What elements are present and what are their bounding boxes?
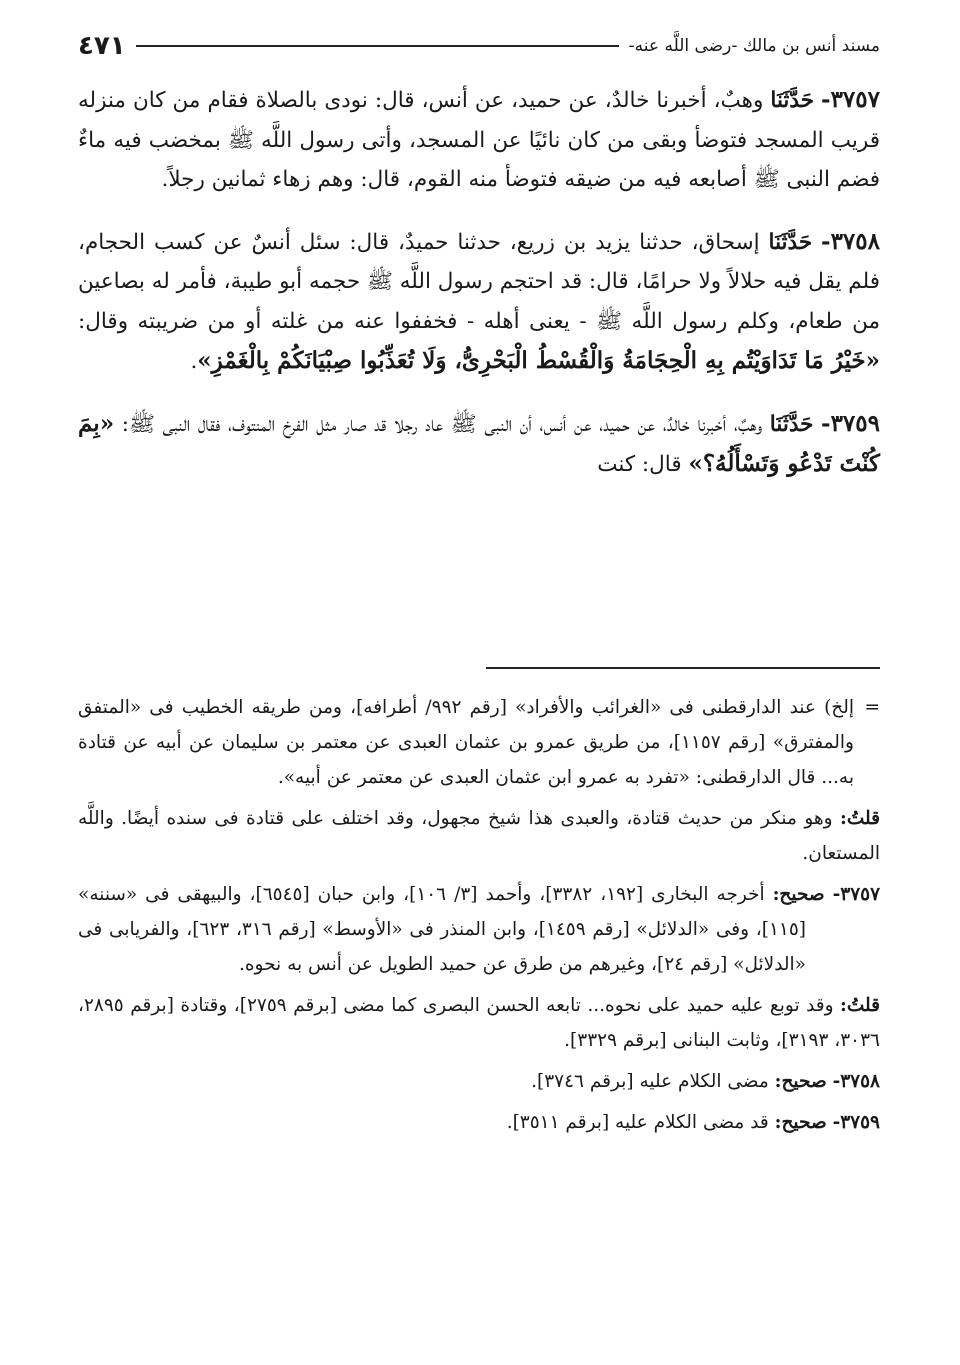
haddathana: حَدَّثَنَا: [770, 88, 814, 113]
footnote-text: وقد توبع عليه حميد على نحوه... تابعه الحسن البصرى كما مضى [برقم ٢٧٥٩]، وقتادة [برقم ٢٨٩٥، ٣٠٣٦، ٣١٩٣]، وثابت البنانى [برقم ٣٣٢٩].: [78, 995, 880, 1051]
footnote-number: ٣٧٥٩-: [832, 1112, 880, 1133]
footnote-text: مضى الكلام عليه [برقم ٣٧٤٦].: [531, 1071, 769, 1092]
hadith-text: وهبٌ، أخبرنا خالدٌ، عن حميد، عن أنس، أن النبى ﷺ عاد رجلا قد صار مثل الفرخ المنتوف، فقال النبى ﷺ:: [121, 411, 763, 437]
hadith-text: وهبٌ، أخبرنا خالدٌ، عن حميد، عن أنس، قال: نودى بالصلاة فقام من كان منزله قريب المسجد فتوضأ وبقى من كان نائيًا عن المسجد، وأتى رسول اللَّه ﷺ بمخضب فيه ماءٌ فضم النبى ﷺ أصابعه فيه من ضيقه فتوضأ منه القوم، قال: وهم زهاء ثمانين رجلاً.: [78, 88, 880, 192]
running-title: مسند أنس بن مالك -رضى اللَّه عنه-: [628, 36, 880, 56]
prophetic-quote: «خَيْرُ مَا تَدَاوَيْتُم بِهِ الْحِجَامَةُ وَالْقُسْطُ الْبَحْرِىُّ، وَلَا تُعَذِّبُوا صِبْيَانَكُمْ بِالْغَمْزِ»: [197, 347, 880, 374]
grade-label: صحيح:: [774, 1071, 827, 1092]
qult-label: قلتُ:: [840, 995, 880, 1016]
hadith-3757: [78, 80, 880, 200]
hadith-3759: [78, 404, 880, 485]
hadith-number: ٣٧٥٨-: [821, 227, 880, 255]
footnote-text: وهو منكر من حديث قتادة، والعبدى هذا شيخ مجهول، وقد اختلف على قتادة فى سنده أيضًا. واللَّه المستعان.: [78, 808, 880, 864]
page-number: ٤٧١: [78, 31, 126, 61]
grade-label: صحيح:: [774, 1112, 827, 1133]
main-text: [78, 80, 880, 507]
footnote-3758: [78, 1064, 880, 1099]
footnote-separator: [486, 667, 880, 669]
grade-label: صحيح:: [772, 884, 825, 905]
footnote-qult-1: [78, 801, 880, 871]
hadith-tail: .: [190, 349, 198, 374]
hadith-number: ٣٧٥٩-: [821, 409, 880, 437]
haddathana: حَدَّثَنَا: [769, 411, 814, 437]
footnote-text: قد مضى الكلام عليه [برقم ٣٥١١].: [506, 1112, 769, 1133]
header-rule: [136, 45, 619, 47]
footnote-text: إلخ) عند الدارقطنى فى «الغرائب والأفراد» [رقم ٩٩٢/ أطرافه]، ومن طريقه الخطيب فى «المتفق والمفترق» [رقم ١١٥٧]، من طريق عمرو بن عثمان العبدى عن معتمر بن سليمان عن أبيه عن قتادة به... قال الدارقطنى: «تفرد به عمرو ابن عثمان العبدى عن معتمر عن أبيه».: [78, 697, 855, 788]
footnote-number: ٣٧٥٧-: [832, 884, 881, 905]
footnote-text: أخرجه البخارى [١٩٢، ٣٣٨٢]، وأحمد [٣/ ١٠٦]، وابن حبان [٦٥٤٥]، والبيهقى فى «سننه» [١١٥]، وفى «الدلائل» [رقم ١٤٥٩]، وابن المنذر فى «الأوسط» [رقم ٣١٦، ٦٢٣]، والفريابى فى «الدلائل» [رقم ٢٤]، وغيرهم من طرق عن حميد الطويل عن أنس به نحوه.: [78, 884, 806, 975]
footnote-continuation: [78, 690, 880, 795]
footnotes: [78, 690, 880, 1146]
continuation-mark: =: [864, 697, 880, 718]
haddathana: حَدَّثَنَا: [768, 229, 813, 255]
footnote-number: ٣٧٥٨-: [832, 1071, 880, 1092]
hadith-tail: قال: كنت: [597, 452, 682, 477]
prophetic-quote: «بِمَ كُنْتَ تَدْعُو وَتَسْأَلُهُ؟»: [78, 409, 880, 477]
page-header: [78, 28, 880, 64]
hadith-text: إسحاق، حدثنا يزيد بن زريع، حدثنا حميدٌ، قال: سئل أنسٌ عن كسب الحجام، فلم يقل فيه حلالاً ولا حرامًا، قال: قد احتجم رسول اللَّه ﷺ حجمه أبو طيبة، فأمر له بصاعين من طعام، وكلم رسول اللَّه ﷺ - يعنى أهله - فخففوا عنه من غلته أو من ضريبته وقال:: [78, 229, 880, 334]
hadith-3758: [78, 222, 880, 382]
footnote-qult-2: [78, 988, 880, 1058]
hadith-number: ٣٧٥٧-: [821, 86, 880, 113]
footnote-3757: [78, 877, 880, 982]
footnote-3759: [78, 1105, 880, 1140]
qult-label: قلتُ:: [840, 808, 880, 829]
